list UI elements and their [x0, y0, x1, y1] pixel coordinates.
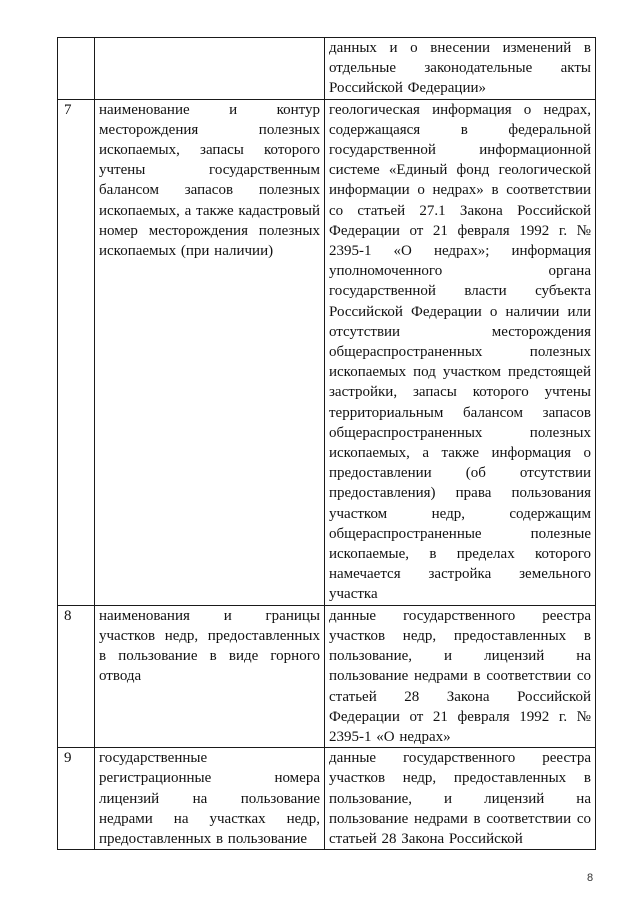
- item-name-cell: [95, 38, 325, 100]
- item-name: государственные регистрационные номера лицензий на пользование недрами на участках недр, предоставленных в пользование: [99, 750, 320, 847]
- item-source: геологическая информация о недрах, содержащаяся в федеральной государственной информационной системе «Единый фонд геологической информации о недрах» в соответствии со статьей 27.1 Закона Российской Федерации от 21 февраля 1992 г. № 2395-1 «О недрах»; информация уполномоченного органа государственной власти субъекта Российской Федерации о наличии или отсутствии месторождения общераспространенных полезных ископаемых под участком предстоящей застройки, запасы которого учтены территориальным балансом запасов общераспространенных полезных ископаемых, а также информация о предоставлении (об отсутствии предоставления) права пользования участком недр, содержащим общераспространенные полезные ископаемые, в пределах которого намечается застройка земельного участка: [329, 101, 591, 603]
- item-name-cell: [95, 748, 325, 850]
- table-row: [58, 38, 596, 100]
- table-row: [58, 605, 596, 747]
- item-source-cell: [325, 605, 596, 747]
- row-number-cell: [58, 38, 95, 100]
- item-source-cell: [325, 99, 596, 605]
- item-source: данные государственного реестра участков недр, предоставленных в пользование, и лицензий на пользование недрами в соответствии со статьей 28 Закона Российской: [329, 750, 591, 847]
- item-name-cell: [95, 99, 325, 605]
- row-number: 9: [64, 750, 72, 767]
- row-number-cell: [58, 748, 95, 850]
- item-name: наименование и контур месторождения полезных ископаемых, запасы которого учтены государственным балансом запасов полезных ископаемых, а также кадастровый номер месторождения полезных ископаемых (при наличии): [99, 101, 320, 260]
- row-number-cell: [58, 605, 95, 747]
- table-row: [58, 99, 596, 605]
- item-source: данные государственного реестра участков недр, предоставленных в пользование, и лицензий на пользование недрами в соответствии со статьей 28 Закона Российской Федерации от 21 февраля 1992 г. № 2395-1 «О недрах»: [329, 607, 591, 745]
- row-number-cell: [58, 99, 95, 605]
- item-source-cell: [325, 38, 596, 100]
- row-number: 8: [64, 607, 72, 624]
- item-source-cell: [325, 748, 596, 850]
- item-source: данных и о внесении изменений в отдельные законодательные акты Российской Федерации»: [329, 40, 591, 97]
- table-row: [58, 748, 596, 850]
- page-number: 8: [587, 872, 594, 884]
- data-table: [57, 37, 596, 850]
- item-name-cell: [95, 605, 325, 747]
- row-number: 7: [64, 101, 72, 118]
- item-name: наименования и границы участков недр, предоставленных в пользование в виде горного отвода: [99, 607, 320, 685]
